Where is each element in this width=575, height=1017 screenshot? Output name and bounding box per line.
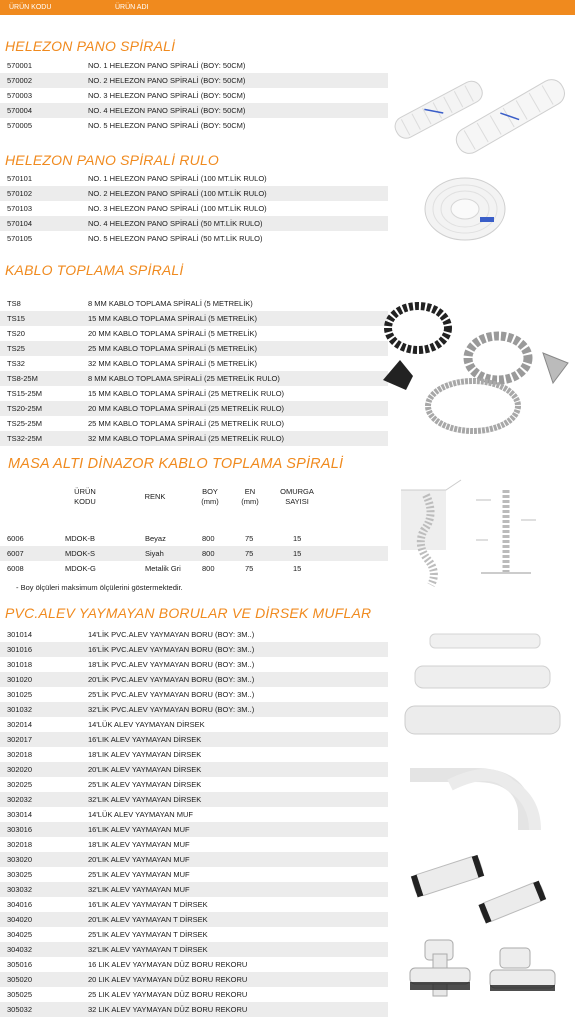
product-code: 302020 <box>7 765 33 774</box>
product-name: 16'LIK ALEV YAYMAYAN DİRSEK <box>88 735 202 744</box>
product-name: 32 LIK ALEV YAYMAYAN DÜZ BORU REKORU <box>88 1005 248 1014</box>
product-name: NO. 3 HELEZON PANO SPİRALİ (100 MT.LİK RULO) <box>88 204 267 213</box>
section-title: HELEZON PANO SPİRALİ RULO <box>5 152 220 168</box>
product-name: 32 MM KABLO TOPLAMA SPİRALİ (5 METRELİK) <box>88 359 257 368</box>
product-name: NO. 5 HELEZON PANO SPİRALİ (BOY: 50CM) <box>88 121 246 130</box>
product-name: 25'LIK ALEV YAYMAYAN DİRSEK <box>88 780 202 789</box>
product-code: 304032 <box>7 945 33 954</box>
product-name: 16'LİK PVC.ALEV YAYMAYAN BORU (BOY: 3M..) <box>88 645 255 654</box>
product-code: TS25 <box>7 344 25 353</box>
product-name: 18'LİK PVC.ALEV YAYMAYAN BORU (BOY: 3M..) <box>88 660 255 669</box>
col-header-code: ÜRÜN KODU <box>74 487 96 506</box>
table-row <box>0 867 388 882</box>
product-name: NO. 3 HELEZON PANO SPİRALİ (BOY: 50CM) <box>88 91 246 100</box>
table-row <box>0 702 388 717</box>
product-list <box>0 627 388 1017</box>
product-code: 303014 <box>7 810 33 819</box>
header-bar <box>0 0 575 15</box>
product-code: 301018 <box>7 660 33 669</box>
product-name: 32'LIK ALEV YAYMAYAN DİRSEK <box>88 795 202 804</box>
product-code: TS8-25M <box>7 374 38 383</box>
product-code: 301020 <box>7 675 33 684</box>
product-code: 304025 <box>7 930 33 939</box>
product-code: 570001 <box>7 61 33 70</box>
product-name: 25 MM KABLO TOPLAMA SPİRALİ (5 METRELİK) <box>88 344 257 353</box>
table-row <box>0 88 388 103</box>
product-length: 800 <box>202 564 215 573</box>
table-row <box>0 311 388 326</box>
product-code: 570101 <box>7 174 33 183</box>
product-code: 303016 <box>7 825 33 834</box>
product-code: 305020 <box>7 975 33 984</box>
product-code: 570002 <box>7 76 33 85</box>
product-code: 304020 <box>7 915 33 924</box>
table-row <box>0 942 388 957</box>
product-name: NO. 5 HELEZON PANO SPİRALİ (50 MT.LİK RULO) <box>88 234 263 243</box>
product-name: 25'LİK PVC.ALEV YAYMAYAN BORU (BOY: 3M..) <box>88 690 255 699</box>
table-row <box>0 837 388 852</box>
product-code: MDOK-G <box>65 564 96 573</box>
table-row <box>0 371 388 386</box>
product-list <box>0 296 388 446</box>
product-name: 25 MM KABLO TOPLAMA SPİRALİ (25 METRELİK RULO) <box>88 419 285 428</box>
product-code: 304016 <box>7 900 33 909</box>
table-row <box>0 118 388 133</box>
table-row <box>0 642 388 657</box>
product-code: 303020 <box>7 855 33 864</box>
product-list <box>0 58 388 133</box>
product-code: 301014 <box>7 630 33 639</box>
table-row <box>0 58 388 73</box>
product-name: 20 LIK ALEV YAYMAYAN DÜZ BORU REKORU <box>88 975 248 984</box>
table-row <box>0 296 388 311</box>
product-code: 302018 <box>7 750 33 759</box>
product-code: 302032 <box>7 795 33 804</box>
product-code: MDOK-S <box>65 549 95 558</box>
product-id: 6006 <box>7 534 24 543</box>
product-code: 570103 <box>7 204 33 213</box>
product-code: 302018 <box>7 840 33 849</box>
table-row <box>0 852 388 867</box>
product-name: 16 LIK ALEV YAYMAYAN DÜZ BORU REKORU <box>88 960 248 969</box>
product-code: TS32 <box>7 359 25 368</box>
product-name: NO. 1 HELEZON PANO SPİRALİ (100 MT.LİK RULO) <box>88 174 267 183</box>
product-code: 302025 <box>7 780 33 789</box>
pvc-pipe-icon <box>400 628 570 738</box>
product-code: 305016 <box>7 960 33 969</box>
product-code: 303025 <box>7 870 33 879</box>
product-name: 15 MM KABLO TOPLAMA SPİRALİ (25 METRELİK RULO) <box>88 389 285 398</box>
product-name: 14'LÜK ALEV YAYMAYAN DİRSEK <box>88 720 205 729</box>
dinosaur-spine-icon <box>396 480 556 595</box>
table-row <box>0 627 388 642</box>
product-name: 20'LIK ALEV YAYMAYAN MUF <box>88 855 190 864</box>
product-color: Beyaz <box>145 534 166 543</box>
table-row <box>0 531 388 546</box>
table-row <box>0 897 388 912</box>
product-name: 20'LİK PVC.ALEV YAYMAYAN BORU (BOY: 3M..) <box>88 675 255 684</box>
product-name: NO. 4 HELEZON PANO SPİRALİ (BOY: 50CM) <box>88 106 246 115</box>
product-code: 570102 <box>7 189 33 198</box>
product-code: MDOK-B <box>65 534 95 543</box>
product-name: 25'LIK ALEV YAYMAYAN MUF <box>88 870 190 879</box>
cable-spiral-icon <box>378 298 573 438</box>
product-width: 75 <box>245 549 254 558</box>
product-name: NO. 4 HELEZON PANO SPİRALİ (50 MT.LİK RULO) <box>88 219 263 228</box>
product-code: TS25-25M <box>7 419 43 428</box>
product-length: 800 <box>202 534 215 543</box>
product-code: TS20 <box>7 329 25 338</box>
elbow-icon <box>400 745 550 835</box>
product-name: 18'LIK ALEV YAYMAYAN DİRSEK <box>88 750 202 759</box>
spiral-roll-icon <box>420 175 510 245</box>
table-row <box>0 987 388 1002</box>
product-name: 32'LİK PVC.ALEV YAYMAYAN BORU (BOY: 3M..) <box>88 705 255 714</box>
product-color: Siyah <box>145 549 164 558</box>
table-row <box>0 171 388 186</box>
table-row <box>0 822 388 837</box>
table-row <box>0 882 388 897</box>
product-name: 15 MM KABLO TOPLAMA SPİRALİ (5 METRELİK) <box>88 314 257 323</box>
table-row <box>0 657 388 672</box>
product-spine-count: 15 <box>293 564 302 573</box>
product-table <box>0 531 388 576</box>
product-name: 20 MM KABLO TOPLAMA SPİRALİ (25 METRELİK RULO) <box>88 404 285 413</box>
product-code: 570005 <box>7 121 33 130</box>
table-row <box>0 431 388 446</box>
table-row <box>0 326 388 341</box>
product-name: 8 MM KABLO TOPLAMA SPİRALİ (5 METRELİK) <box>88 299 253 308</box>
table-row <box>0 957 388 972</box>
product-id: 6007 <box>7 549 24 558</box>
col-header-width: EN (mm) <box>241 487 259 506</box>
product-code: TS20-25M <box>7 404 43 413</box>
col-header-spine: OMURGA SAYISI <box>280 487 314 506</box>
section-title: MASA ALTI DİNAZOR KABLO TOPLAMA SPİRALİ <box>8 456 344 472</box>
product-name: 8 MM KABLO TOPLAMA SPİRALİ (25 METRELİK RULO) <box>88 374 280 383</box>
table-row <box>0 747 388 762</box>
product-name: 32'LIK ALEV YAYMAYAN T DİRSEK <box>88 945 208 954</box>
product-name: 20 MM KABLO TOPLAMA SPİRALİ (5 METRELİK) <box>88 329 257 338</box>
product-code: TS15-25M <box>7 389 43 398</box>
product-code: TS15 <box>7 314 25 323</box>
table-row <box>0 401 388 416</box>
product-code: 301016 <box>7 645 33 654</box>
table-row <box>0 201 388 216</box>
product-name: NO. 2 HELEZON PANO SPİRALİ (BOY: 50CM) <box>88 76 246 85</box>
table-row <box>0 927 388 942</box>
product-name: 32'LIK ALEV YAYMAYAN MUF <box>88 885 190 894</box>
product-code: 302014 <box>7 720 33 729</box>
product-name: 18'LIK ALEV YAYMAYAN MUF <box>88 840 190 849</box>
product-code: 570004 <box>7 106 33 115</box>
table-row <box>0 732 388 747</box>
table-row <box>0 912 388 927</box>
footnote: - Boy ölçüleri maksimum ölçülerini göstermektedir. <box>16 583 183 592</box>
table-row <box>0 73 388 88</box>
table-row <box>0 546 388 561</box>
product-color: Metalik Gri <box>145 564 181 573</box>
product-width: 75 <box>245 564 254 573</box>
product-code: 305025 <box>7 990 33 999</box>
table-row <box>0 416 388 431</box>
header-name-label: ÜRÜN ADI <box>115 4 149 11</box>
product-code: 570003 <box>7 91 33 100</box>
col-header-length: BOY (mm) <box>201 487 219 506</box>
tee-icon <box>405 930 565 1000</box>
product-code: 301032 <box>7 705 33 714</box>
header-code-label: ÜRÜN KODU <box>9 4 52 11</box>
section-title: KABLO TOPLAMA SPİRALİ <box>5 262 184 278</box>
table-row <box>0 561 388 576</box>
table-row <box>0 341 388 356</box>
product-name: 16'LIK ALEV YAYMAYAN T DİRSEK <box>88 900 208 909</box>
product-code: 305032 <box>7 1005 33 1014</box>
table-row <box>0 216 388 231</box>
product-spine-count: 15 <box>293 549 302 558</box>
product-name: 20'LIK ALEV YAYMAYAN DİRSEK <box>88 765 202 774</box>
table-row <box>0 672 388 687</box>
coupling-icon <box>405 838 555 928</box>
product-spine-count: 15 <box>293 534 302 543</box>
product-name: 14'LİK PVC.ALEV YAYMAYAN BORU (BOY: 3M..) <box>88 630 255 639</box>
product-name: 16'LIK ALEV YAYMAYAN MUF <box>88 825 190 834</box>
product-code: 301025 <box>7 690 33 699</box>
product-name: 25 LIK ALEV YAYMAYAN DÜZ BORU REKORU <box>88 990 248 999</box>
product-width: 75 <box>245 534 254 543</box>
table-row <box>0 687 388 702</box>
table-row <box>0 386 388 401</box>
product-code: 570104 <box>7 219 33 228</box>
product-list <box>0 171 388 246</box>
product-code: 303032 <box>7 885 33 894</box>
product-length: 800 <box>202 549 215 558</box>
product-name: NO. 2 HELEZON PANO SPİRALİ (100 MT.LİK RULO) <box>88 189 267 198</box>
product-name: 14'LÜK ALEV YAYMAYAN MUF <box>88 810 193 819</box>
product-code: TS32-25M <box>7 434 43 443</box>
table-row <box>0 356 388 371</box>
table-row <box>0 1002 388 1017</box>
col-header-color: RENK <box>144 492 166 501</box>
product-name: 32 MM KABLO TOPLAMA SPİRALİ (25 METRELİK RULO) <box>88 434 285 443</box>
table-row <box>0 717 388 732</box>
product-name: 25'LIK ALEV YAYMAYAN T DİRSEK <box>88 930 208 939</box>
section-title: PVC.ALEV YAYMAYAN BORULAR VE DİRSEK MUFLAR <box>5 605 372 621</box>
product-code: 570105 <box>7 234 33 243</box>
table-row <box>0 762 388 777</box>
spiral-tube-icon <box>388 60 573 150</box>
product-code: 302017 <box>7 735 33 744</box>
table-row <box>0 777 388 792</box>
table-row <box>0 807 388 822</box>
product-name: 20'LIK ALEV YAYMAYAN T DİRSEK <box>88 915 208 924</box>
table-row <box>0 103 388 118</box>
product-id: 6008 <box>7 564 24 573</box>
product-code: TS8 <box>7 299 21 308</box>
section-title: HELEZON PANO SPİRALİ <box>5 38 176 54</box>
table-row <box>0 231 388 246</box>
product-name: NO. 1 HELEZON PANO SPİRALİ (BOY: 50CM) <box>88 61 246 70</box>
table-row <box>0 972 388 987</box>
table-row <box>0 186 388 201</box>
table-row <box>0 792 388 807</box>
